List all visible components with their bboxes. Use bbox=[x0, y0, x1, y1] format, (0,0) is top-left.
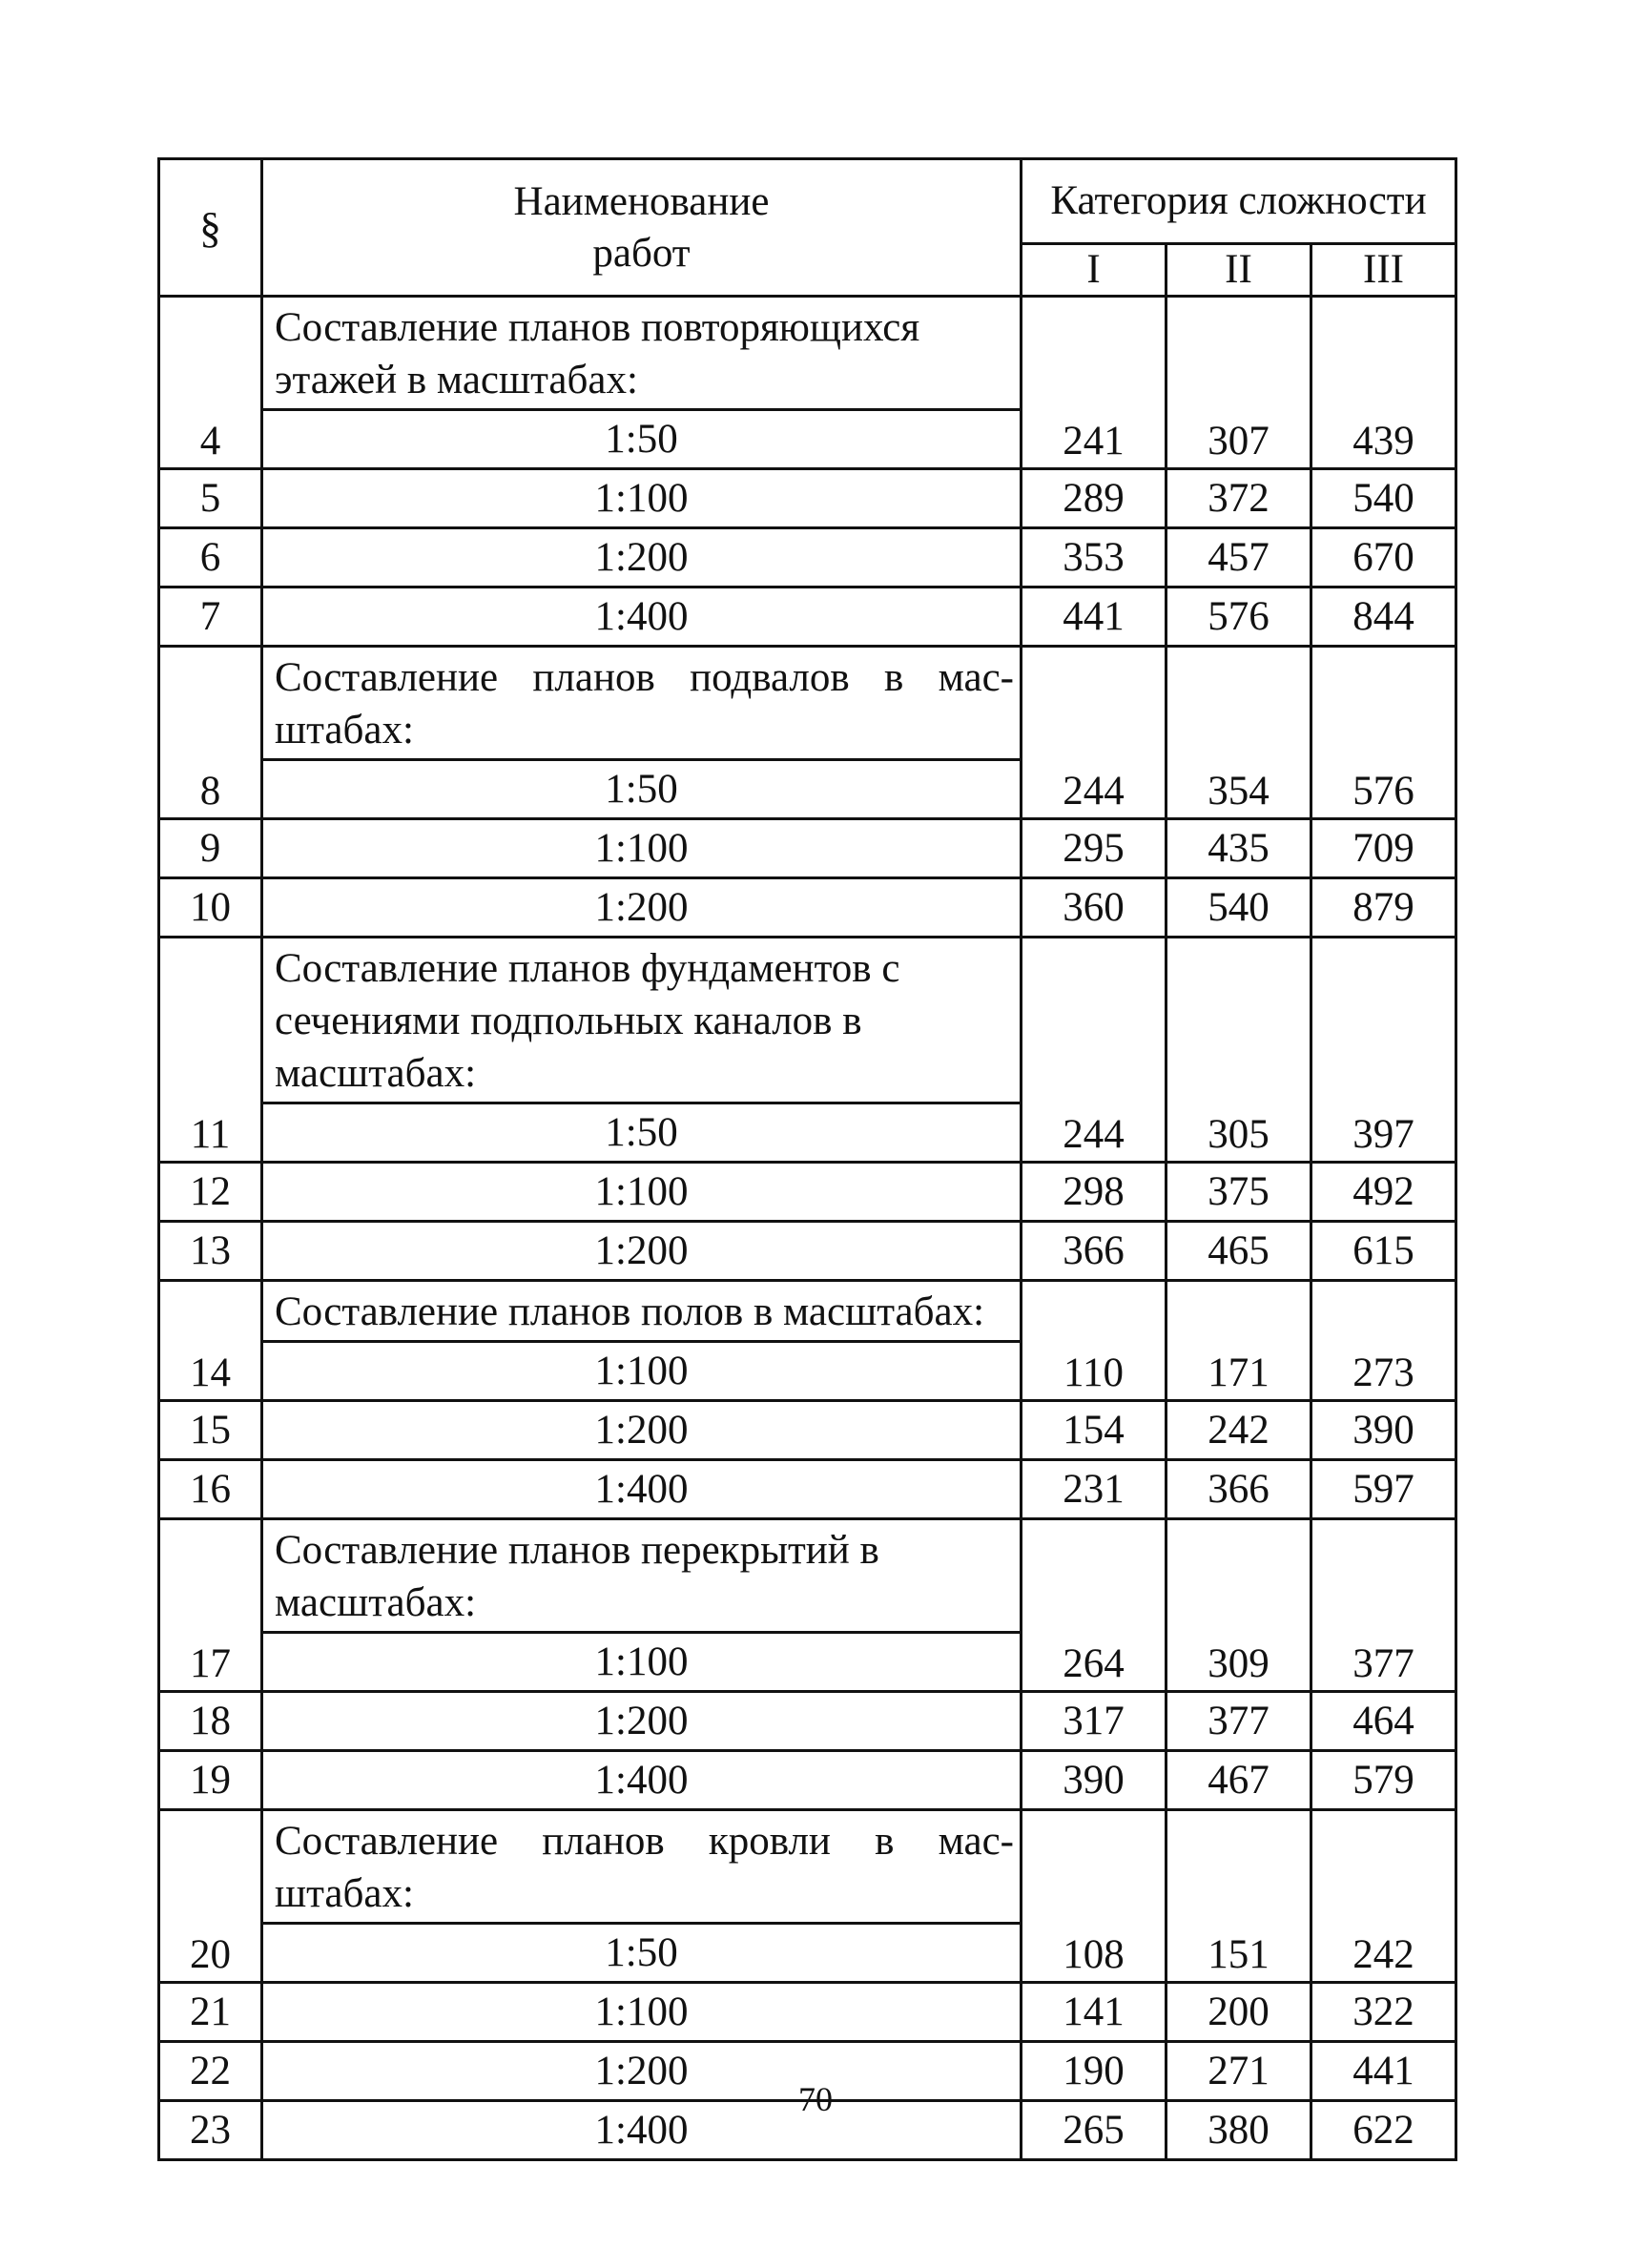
work-name-header-line1: Наименование bbox=[513, 178, 770, 224]
scale-cell: 1:100 bbox=[262, 1163, 1022, 1222]
value-category-i: 353 bbox=[1022, 528, 1166, 588]
row-number: 16 bbox=[159, 1460, 262, 1519]
value-category-iii: 242 bbox=[1311, 1810, 1456, 1983]
value-category-i: 289 bbox=[1022, 469, 1166, 528]
value-category-ii: 467 bbox=[1166, 1751, 1311, 1810]
table-row bbox=[159, 469, 1456, 528]
value-category-i: 244 bbox=[1022, 647, 1166, 819]
scale-cell: 1:400 bbox=[262, 2101, 1022, 2160]
row-number: 17 bbox=[159, 1519, 262, 1692]
value-category-iii: 579 bbox=[1311, 1751, 1456, 1810]
value-category-iii: 397 bbox=[1311, 938, 1456, 1163]
value-category-iii: 622 bbox=[1311, 2101, 1456, 2160]
group-title: Составление планов перекрытий в масштабах: bbox=[262, 1519, 1022, 1633]
value-category-iii: 439 bbox=[1311, 297, 1456, 469]
row-number: 14 bbox=[159, 1281, 262, 1401]
value-category-iii: 390 bbox=[1311, 1401, 1456, 1460]
value-category-ii: 465 bbox=[1166, 1222, 1311, 1281]
value-category-i: 360 bbox=[1022, 878, 1166, 938]
complexity-category-header: Категория сложности bbox=[1022, 159, 1456, 244]
group-title: Составление планов полов в масштабах: bbox=[262, 1281, 1022, 1342]
group-title-row bbox=[159, 938, 1456, 1103]
value-category-i: 298 bbox=[1022, 1163, 1166, 1222]
value-category-iii: 597 bbox=[1311, 1460, 1456, 1519]
category-ii-header: II bbox=[1166, 244, 1311, 297]
value-category-i: 317 bbox=[1022, 1692, 1166, 1751]
value-category-ii: 435 bbox=[1166, 819, 1311, 878]
value-category-ii: 540 bbox=[1166, 878, 1311, 938]
value-category-ii: 375 bbox=[1166, 1163, 1311, 1222]
value-category-i: 154 bbox=[1022, 1401, 1166, 1460]
table-row bbox=[159, 1401, 1456, 1460]
row-number: 11 bbox=[159, 938, 262, 1163]
work-complexity-table bbox=[157, 157, 1457, 2161]
group-title-row bbox=[159, 1810, 1456, 1924]
value-category-ii: 307 bbox=[1166, 297, 1311, 469]
row-number: 9 bbox=[159, 819, 262, 878]
scale-cell: 1:50 bbox=[262, 1103, 1022, 1163]
row-number: 10 bbox=[159, 878, 262, 938]
value-category-ii: 305 bbox=[1166, 938, 1311, 1163]
value-category-i: 441 bbox=[1022, 588, 1166, 647]
value-category-ii: 309 bbox=[1166, 1519, 1311, 1692]
value-category-ii: 200 bbox=[1166, 1983, 1311, 2042]
category-iii-header: III bbox=[1311, 244, 1456, 297]
table-row bbox=[159, 1460, 1456, 1519]
value-category-i: 390 bbox=[1022, 1751, 1166, 1810]
value-category-ii: 377 bbox=[1166, 1692, 1311, 1751]
value-category-ii: 576 bbox=[1166, 588, 1311, 647]
row-number: 22 bbox=[159, 2042, 262, 2101]
row-number: 4 bbox=[159, 297, 262, 469]
table-row bbox=[159, 878, 1456, 938]
value-category-i: 110 bbox=[1022, 1281, 1166, 1401]
table-row bbox=[159, 1163, 1456, 1222]
scale-cell: 1:400 bbox=[262, 588, 1022, 647]
value-category-i: 244 bbox=[1022, 938, 1166, 1163]
value-category-i: 190 bbox=[1022, 2042, 1166, 2101]
value-category-i: 141 bbox=[1022, 1983, 1166, 2042]
group-title-row bbox=[159, 1281, 1456, 1342]
group-title: Составление планов кровли в мас-штабах: bbox=[262, 1810, 1022, 1924]
scale-cell: 1:200 bbox=[262, 1401, 1022, 1460]
row-number: 23 bbox=[159, 2101, 262, 2160]
table-body bbox=[159, 297, 1456, 2160]
row-number: 21 bbox=[159, 1983, 262, 2042]
row-number: 5 bbox=[159, 469, 262, 528]
value-category-ii: 380 bbox=[1166, 2101, 1311, 2160]
value-category-i: 108 bbox=[1022, 1810, 1166, 1983]
table-row bbox=[159, 528, 1456, 588]
scale-cell: 1:50 bbox=[262, 760, 1022, 819]
scale-cell: 1:400 bbox=[262, 1751, 1022, 1810]
scale-cell: 1:200 bbox=[262, 2042, 1022, 2101]
value-category-ii: 151 bbox=[1166, 1810, 1311, 1983]
row-number: 20 bbox=[159, 1810, 262, 1983]
value-category-i: 295 bbox=[1022, 819, 1166, 878]
work-name-header-line2: работ bbox=[592, 230, 691, 276]
group-title: Составление планов фундаментов с сечениями подпольных каналов в масштабах: bbox=[262, 938, 1022, 1103]
table-row bbox=[159, 1692, 1456, 1751]
value-category-i: 366 bbox=[1022, 1222, 1166, 1281]
value-category-iii: 709 bbox=[1311, 819, 1456, 878]
scale-cell: 1:100 bbox=[262, 1342, 1022, 1401]
value-category-ii: 271 bbox=[1166, 2042, 1311, 2101]
row-number: 19 bbox=[159, 1751, 262, 1810]
row-number: 18 bbox=[159, 1692, 262, 1751]
value-category-ii: 372 bbox=[1166, 469, 1311, 528]
scale-cell: 1:100 bbox=[262, 819, 1022, 878]
value-category-iii: 441 bbox=[1311, 2042, 1456, 2101]
value-category-i: 264 bbox=[1022, 1519, 1166, 1692]
value-category-iii: 322 bbox=[1311, 1983, 1456, 2042]
scale-cell: 1:100 bbox=[262, 1983, 1022, 2042]
value-category-iii: 377 bbox=[1311, 1519, 1456, 1692]
scale-cell: 1:200 bbox=[262, 1222, 1022, 1281]
value-category-iii: 615 bbox=[1311, 1222, 1456, 1281]
value-category-ii: 366 bbox=[1166, 1460, 1311, 1519]
row-number: 8 bbox=[159, 647, 262, 819]
row-number: 13 bbox=[159, 1222, 262, 1281]
value-category-ii: 171 bbox=[1166, 1281, 1311, 1401]
value-category-iii: 879 bbox=[1311, 878, 1456, 938]
scale-cell: 1:50 bbox=[262, 1924, 1022, 1983]
section-symbol-header: § bbox=[159, 159, 262, 297]
table-row bbox=[159, 1222, 1456, 1281]
value-category-i: 241 bbox=[1022, 297, 1166, 469]
group-title-row bbox=[159, 297, 1456, 410]
page-number: 70 bbox=[798, 2080, 833, 2118]
value-category-iii: 844 bbox=[1311, 588, 1456, 647]
group-title-row bbox=[159, 647, 1456, 760]
value-category-iii: 540 bbox=[1311, 469, 1456, 528]
category-i-header: I bbox=[1022, 244, 1166, 297]
value-category-ii: 457 bbox=[1166, 528, 1311, 588]
value-category-i: 231 bbox=[1022, 1460, 1166, 1519]
scale-cell: 1:100 bbox=[262, 1633, 1022, 1692]
scale-cell: 1:50 bbox=[262, 410, 1022, 469]
group-title-row bbox=[159, 1519, 1456, 1633]
group-title: Составление планов повторяющихся этажей в масштабах: bbox=[262, 297, 1022, 410]
value-category-i: 265 bbox=[1022, 2101, 1166, 2160]
table-row bbox=[159, 1751, 1456, 1810]
row-number: 12 bbox=[159, 1163, 262, 1222]
value-category-iii: 576 bbox=[1311, 647, 1456, 819]
work-name-header bbox=[262, 159, 1022, 297]
table-row bbox=[159, 819, 1456, 878]
scale-cell: 1:200 bbox=[262, 528, 1022, 588]
row-number: 6 bbox=[159, 528, 262, 588]
table-row bbox=[159, 1983, 1456, 2042]
value-category-iii: 670 bbox=[1311, 528, 1456, 588]
value-category-iii: 464 bbox=[1311, 1692, 1456, 1751]
value-category-ii: 354 bbox=[1166, 647, 1311, 819]
row-number: 7 bbox=[159, 588, 262, 647]
value-category-iii: 492 bbox=[1311, 1163, 1456, 1222]
scale-cell: 1:200 bbox=[262, 878, 1022, 938]
value-category-ii: 242 bbox=[1166, 1401, 1311, 1460]
group-title: Составление планов подвалов в мас-штабах: bbox=[262, 647, 1022, 760]
scale-cell: 1:200 bbox=[262, 1692, 1022, 1751]
scale-cell: 1:100 bbox=[262, 469, 1022, 528]
row-number: 15 bbox=[159, 1401, 262, 1460]
table-row bbox=[159, 588, 1456, 647]
scale-cell: 1:400 bbox=[262, 1460, 1022, 1519]
value-category-iii: 273 bbox=[1311, 1281, 1456, 1401]
